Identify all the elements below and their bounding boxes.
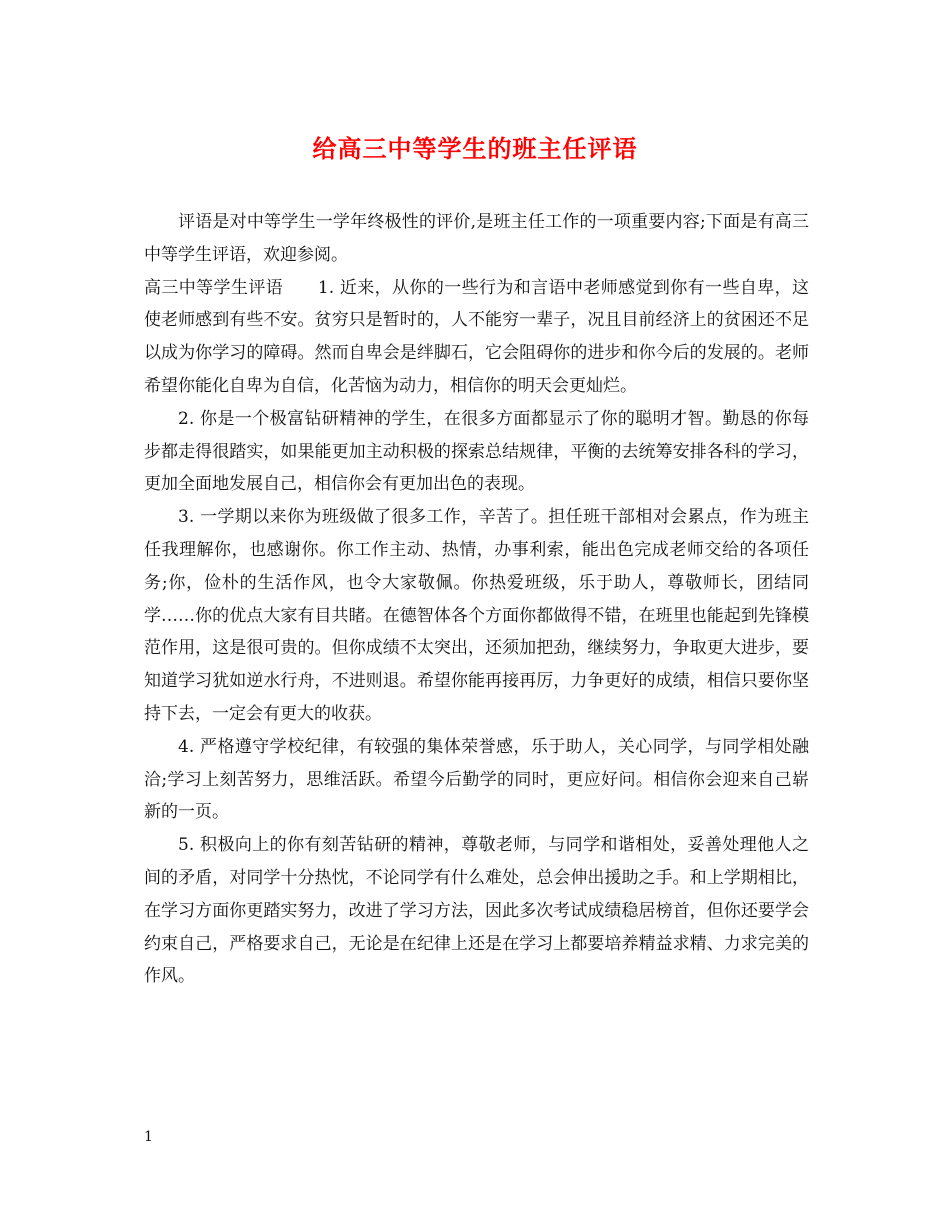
comment-paragraph-5: 5. 积极向上的你有刻苦钻研的精神，尊敬老师，与同学和谐相处，妥善处理他人之间的矛盾，对同学十分热忱，不论同学有什么难处，总会伸出援助之手。和上学期相比，在学习方面你更踏实努力，改进了学习方法，因此多次考试成绩稳居榜首，但你还要学会约束自己，严格要求自己，无论是在纪律上还是在学习上都要培养精益求精、力求完美的作风。 — [144, 835, 809, 987]
comment-paragraph-2: 2. 你是一个极富钻研精神的学生，在很多方面都显示了你的聪明才智。勤恳的你每步都走得很踏实，如果能更加主动积极的探索总结规律，平衡的去统筹安排各科的学习，更加全面地发展自己，相信你会有更加出色的表现。 — [144, 408, 809, 495]
intro-paragraph: 评语是对中等学生一学年终极性的评价,是班主任工作的一项重要内容;下面是有高三中等学生评语，欢迎参阅。 — [144, 212, 809, 265]
comment-paragraph-4: 4. 严格遵守学校纪律，有较强的集体荣誉感，乐于助人，关心同学，与同学相处融洽;学习上刻苦努力，思维活跃。希望今后勤学的同时，更应好问。相信你会迎来自己崭新的一页。 — [144, 736, 809, 823]
comment-paragraph-3: 3. 一学期以来你为班级做了很多工作，辛苦了。担任班干部相对会累点，作为班主任我理解你，也感谢你。你工作主动、热情，办事利索，能出色完成老师交给的各项任务;你，俭朴的生活作风，也令大家敬佩。你热爱班级，乐于助人，尊敬师长，团结同学……你的优点大家有目共睹。在德智体各个方面你都做得不错，在班里也能起到先锋模范作用，这是很可贵的。但你成绩不太突出，还须加把劲，继续努力，争取更大进步，要知道学习犹如逆水行舟，不进则退。希望你能再接再厉，力争更好的成绩，相信只要你坚持下去，一定会有更大的收获。 — [144, 507, 809, 724]
page-number: 1 — [144, 1129, 153, 1145]
document-title: 给高三中等学生的班主任评语 — [312, 134, 638, 163]
comment-paragraph-1: 高三中等学生评语 1. 近来，从你的一些行为和言语中老师感觉到你有一些自卑，这使老师感到有些不安。贫穷只是暂时的，人不能穷一辈子，况且目前经济上的贫困还不足以成为你学习的障碍。然而自卑会是绊脚石，它会阻碍你的进步和你今后的发展的。老师希望你能化自卑为自信，化苦恼为动力，相信你的明天会更灿烂。 — [144, 277, 809, 396]
document-body — [144, 206, 809, 993]
